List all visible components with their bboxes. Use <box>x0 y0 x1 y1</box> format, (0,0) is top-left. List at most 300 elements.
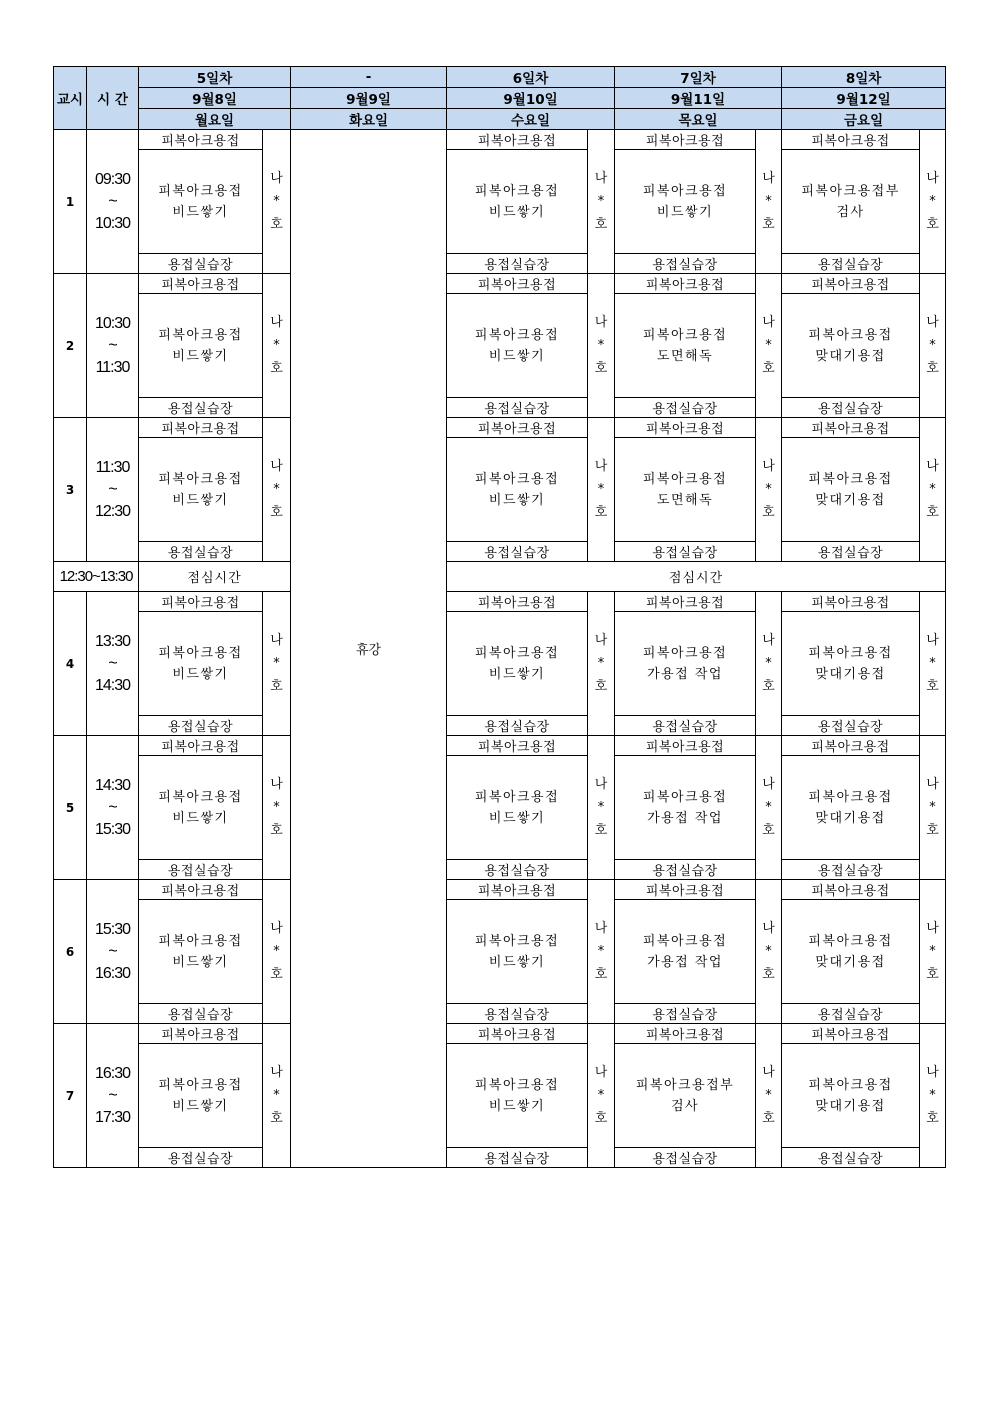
subject-cell: 피복아크용접 <box>782 418 920 438</box>
instructor-cell <box>756 880 782 1024</box>
content-line-1: 피복아크용접 <box>642 789 728 805</box>
period-row-content <box>54 756 946 860</box>
instructor-char-2: * <box>597 944 605 959</box>
place-cell: 용접실습장 <box>782 1148 920 1168</box>
content-line-1: 피복아크용접부 <box>801 183 900 199</box>
instructor-char-3: 호 <box>270 967 283 982</box>
header-day-no-mon: 5일차 <box>139 67 291 88</box>
subject-cell: 피복아크용접 <box>447 1024 588 1044</box>
instructor-char-2: * <box>765 1088 772 1103</box>
content-cell <box>139 612 263 716</box>
time-start: 16:30 <box>94 1064 131 1082</box>
instructor-char-1: 나 <box>270 1065 283 1080</box>
header-date-mon: 9월8일 <box>139 88 291 109</box>
content-cell <box>447 294 588 398</box>
content-line-2: 맞대기용접 <box>815 954 886 970</box>
content-cell <box>782 438 920 542</box>
content-line-2: 검사 <box>670 1098 700 1114</box>
content-line-1: 피복아크용접 <box>474 789 560 805</box>
instructor-char-1: 나 <box>926 777 939 792</box>
instructor-cell <box>263 130 291 274</box>
content-line-2: 가용접 작업 <box>647 810 723 826</box>
instructor-cell <box>588 130 615 274</box>
time-end: 14:30 <box>94 676 131 694</box>
instructor-cell <box>263 592 291 736</box>
subject-cell: 피복아크용접 <box>139 274 263 294</box>
place-cell: 용접실습장 <box>447 1004 588 1024</box>
content-cell <box>447 612 588 716</box>
instructor-char-2: * <box>597 482 605 497</box>
subject-cell: 피복아크용접 <box>447 130 588 150</box>
instructor-char-2: * <box>929 1088 936 1103</box>
period-row-content <box>54 900 946 1004</box>
instructor-cell <box>920 130 946 274</box>
header-day-no-fri: 8일차 <box>782 67 946 88</box>
content-line-2: 비드쌓기 <box>172 1098 229 1114</box>
instructor-char-2: * <box>597 338 605 353</box>
subject-cell: 피복아크용접 <box>615 418 756 438</box>
period-row <box>54 592 946 612</box>
instructor-cell <box>756 1024 782 1168</box>
instructor-char-2: * <box>597 1088 605 1103</box>
period-row-content <box>54 1044 946 1148</box>
instructor-char-3: 호 <box>594 217 608 232</box>
content-cell <box>447 150 588 254</box>
schedule-table <box>53 66 946 1168</box>
lunch-time: 12:30~13:30 <box>54 562 139 592</box>
content-line-1: 피복아크용접 <box>808 645 893 661</box>
place-cell: 용접실습장 <box>615 1148 756 1168</box>
instructor-cell <box>588 880 615 1024</box>
place-cell: 용접실습장 <box>615 398 756 418</box>
period-row-place <box>54 254 946 274</box>
period-number: 1 <box>54 130 87 274</box>
period-time <box>87 1024 139 1168</box>
instructor-char-2: * <box>597 194 605 209</box>
content-line-1: 피복아크용접 <box>474 1077 560 1093</box>
content-line-2: 맞대기용접 <box>815 492 886 508</box>
instructor-cell <box>588 274 615 418</box>
instructor-char-2: * <box>929 656 936 671</box>
subject-cell: 피복아크용접 <box>782 1024 920 1044</box>
instructor-char-3: 호 <box>762 823 775 838</box>
instructor-char-1: 나 <box>270 171 283 186</box>
instructor-char-2: * <box>273 944 280 959</box>
time-end: 10:30 <box>94 214 131 232</box>
instructor-char-3: 호 <box>594 967 608 982</box>
content-cell <box>615 438 756 542</box>
header-weekday-mon: 월요일 <box>139 109 291 130</box>
instructor-cell <box>588 1024 615 1168</box>
period-number: 6 <box>54 880 87 1024</box>
place-cell: 용접실습장 <box>782 542 920 562</box>
period-time <box>87 274 139 418</box>
instructor-char-3: 호 <box>594 361 608 376</box>
instructor-char-1: 나 <box>762 315 775 330</box>
instructor-cell <box>263 418 291 562</box>
place-cell: 용접실습장 <box>782 1004 920 1024</box>
subject-cell: 피복아크용접 <box>782 592 920 612</box>
content-line-2: 비드쌓기 <box>488 810 546 826</box>
content-cell <box>615 150 756 254</box>
content-line-2: 비드쌓기 <box>172 204 229 220</box>
subject-cell: 피복아크용접 <box>782 274 920 294</box>
period-row <box>54 274 946 294</box>
instructor-cell <box>756 274 782 418</box>
instructor-char-3: 호 <box>926 823 939 838</box>
place-cell: 용접실습장 <box>447 542 588 562</box>
content-line-2: 도면해독 <box>656 492 714 508</box>
period-row <box>54 736 946 756</box>
instructor-cell <box>920 880 946 1024</box>
instructor-char-1: 나 <box>762 1065 775 1080</box>
time-tilde: ~ <box>108 798 117 816</box>
subject-cell: 피복아크용접 <box>447 880 588 900</box>
subject-cell: 피복아크용접 <box>615 1024 756 1044</box>
instructor-char-3: 호 <box>762 217 775 232</box>
subject-cell: 피복아크용접 <box>615 130 756 150</box>
instructor-char-2: * <box>765 656 772 671</box>
holiday-cell: 휴강 <box>291 130 447 1168</box>
content-cell <box>782 1044 920 1148</box>
subject-cell: 피복아크용접 <box>615 880 756 900</box>
instructor-char-2: * <box>929 482 936 497</box>
period-row-place <box>54 1148 946 1168</box>
content-line-1: 피복아크용접 <box>808 789 893 805</box>
time-start: 11:30 <box>95 458 130 476</box>
content-line-2: 비드쌓기 <box>172 492 229 508</box>
instructor-char-1: 나 <box>762 633 775 648</box>
time-start: 13:30 <box>94 632 131 650</box>
instructor-cell <box>920 592 946 736</box>
header-date-wed: 9월10일 <box>447 88 615 109</box>
time-header: 시 간 <box>87 67 139 130</box>
subject-cell: 피복아크용접 <box>447 592 588 612</box>
period-row-place <box>54 542 946 562</box>
header-date-fri: 9월12일 <box>782 88 946 109</box>
instructor-char-3: 호 <box>594 505 608 520</box>
schedule-body <box>54 67 946 1168</box>
content-cell <box>615 756 756 860</box>
content-line-1: 피복아크용접 <box>808 1077 893 1093</box>
content-line-1: 피복아크용접 <box>642 471 728 487</box>
place-cell: 용접실습장 <box>615 716 756 736</box>
instructor-char-2: * <box>765 194 772 209</box>
period-row-content <box>54 150 946 254</box>
instructor-char-2: * <box>273 800 280 815</box>
instructor-char-1: 나 <box>762 459 775 474</box>
header-weekday-tue: 화요일 <box>291 109 447 130</box>
time-start: 14:30 <box>94 776 131 794</box>
period-number: 2 <box>54 274 87 418</box>
place-cell: 용접실습장 <box>139 1004 263 1024</box>
content-line-1: 피복아크용접 <box>158 327 243 343</box>
place-cell: 용접실습장 <box>615 254 756 274</box>
time-tilde: ~ <box>108 192 117 210</box>
place-cell: 용접실습장 <box>782 716 920 736</box>
instructor-char-2: * <box>929 338 936 353</box>
instructor-cell <box>588 736 615 880</box>
content-line-2: 비드쌓기 <box>172 810 229 826</box>
period-time <box>87 880 139 1024</box>
content-line-1: 피복아크용접 <box>158 933 243 949</box>
instructor-char-1: 나 <box>926 633 939 648</box>
content-cell <box>139 294 263 398</box>
place-cell: 용접실습장 <box>139 860 263 880</box>
content-line-1: 피복아크용접 <box>808 933 893 949</box>
period-number: 7 <box>54 1024 87 1168</box>
instructor-cell <box>756 736 782 880</box>
subject-cell: 피복아크용접 <box>139 592 263 612</box>
instructor-char-3: 호 <box>594 823 608 838</box>
content-line-1: 피복아크용접 <box>158 645 243 661</box>
content-line-2: 비드쌓기 <box>172 348 229 364</box>
instructor-char-1: 나 <box>762 921 775 936</box>
instructor-char-3: 호 <box>926 217 939 232</box>
place-cell: 용접실습장 <box>447 716 588 736</box>
header-row-date <box>54 88 946 109</box>
content-cell <box>447 900 588 1004</box>
subject-cell: 피복아크용접 <box>615 592 756 612</box>
place-cell: 용접실습장 <box>615 860 756 880</box>
subject-cell: 피복아크용접 <box>782 130 920 150</box>
content-line-2: 비드쌓기 <box>488 1098 546 1114</box>
time-start: 09:30 <box>94 170 131 188</box>
content-cell <box>447 438 588 542</box>
instructor-char-1: 나 <box>594 777 608 792</box>
instructor-cell <box>756 592 782 736</box>
time-start: 10:30 <box>94 314 131 332</box>
instructor-char-3: 호 <box>926 967 939 982</box>
period-row <box>54 1024 946 1044</box>
instructor-char-1: 나 <box>762 777 775 792</box>
content-line-1: 피복아크용접 <box>158 789 243 805</box>
subject-cell: 피복아크용접 <box>139 880 263 900</box>
time-tilde: ~ <box>108 1086 117 1104</box>
subject-cell: 피복아크용접 <box>615 736 756 756</box>
instructor-char-1: 나 <box>270 315 283 330</box>
instructor-char-3: 호 <box>762 361 775 376</box>
instructor-char-2: * <box>765 944 772 959</box>
content-line-1: 피복아크용접 <box>474 645 560 661</box>
instructor-char-2: * <box>273 482 280 497</box>
instructor-cell <box>263 736 291 880</box>
content-cell <box>782 612 920 716</box>
header-weekday-fri: 금요일 <box>782 109 946 130</box>
content-line-2: 맞대기용접 <box>815 666 886 682</box>
place-cell: 용접실습장 <box>139 716 263 736</box>
time-end: 17:30 <box>94 1108 131 1126</box>
instructor-char-1: 나 <box>594 1065 608 1080</box>
content-line-1: 피복아크용접 <box>808 471 893 487</box>
place-cell: 용접실습장 <box>447 860 588 880</box>
lunch-row <box>54 562 946 592</box>
header-date-thu: 9월11일 <box>615 88 782 109</box>
lunch-label-rest: 점심시간 <box>447 562 946 592</box>
content-line-2: 비드쌓기 <box>656 204 714 220</box>
place-cell: 용접실습장 <box>139 254 263 274</box>
instructor-char-1: 나 <box>926 459 939 474</box>
content-line-1: 피복아크용접 <box>474 183 560 199</box>
instructor-cell <box>920 736 946 880</box>
instructor-cell <box>263 274 291 418</box>
period-row-place <box>54 716 946 736</box>
instructor-char-2: * <box>273 338 280 353</box>
content-line-2: 비드쌓기 <box>488 666 546 682</box>
time-end: 16:30 <box>94 964 131 982</box>
period-row <box>54 130 946 150</box>
instructor-char-3: 호 <box>762 967 775 982</box>
content-line-1: 피복아크용접 <box>642 183 728 199</box>
instructor-char-1: 나 <box>594 315 608 330</box>
place-cell: 용접실습장 <box>615 542 756 562</box>
content-cell <box>447 1044 588 1148</box>
place-cell: 용접실습장 <box>139 542 263 562</box>
instructor-char-3: 호 <box>270 505 283 520</box>
instructor-char-3: 호 <box>926 505 939 520</box>
place-cell: 용접실습장 <box>447 398 588 418</box>
subject-cell: 피복아크용접 <box>782 880 920 900</box>
header-day-no-tue: - <box>291 67 447 88</box>
instructor-cell <box>588 418 615 562</box>
time-end: 12:30 <box>94 502 131 520</box>
instructor-char-1: 나 <box>926 1065 939 1080</box>
header-row-weekday <box>54 109 946 130</box>
time-end: 15:30 <box>94 820 131 838</box>
subject-cell: 피복아크용접 <box>139 418 263 438</box>
instructor-char-1: 나 <box>270 633 283 648</box>
instructor-char-1: 나 <box>270 777 283 792</box>
header-weekday-wed: 수요일 <box>447 109 615 130</box>
content-line-1: 피복아크용접 <box>158 183 243 199</box>
instructor-char-3: 호 <box>270 679 283 694</box>
content-line-2: 맞대기용접 <box>815 810 886 826</box>
content-cell <box>139 150 263 254</box>
place-cell: 용접실습장 <box>782 398 920 418</box>
period-row-place <box>54 860 946 880</box>
instructor-char-2: * <box>273 1088 280 1103</box>
content-line-1: 피복아크용접 <box>158 1077 243 1093</box>
instructor-char-1: 나 <box>926 315 939 330</box>
instructor-char-2: * <box>597 800 605 815</box>
instructor-char-2: * <box>929 944 936 959</box>
content-cell <box>782 756 920 860</box>
instructor-char-3: 호 <box>762 1111 775 1126</box>
instructor-char-1: 나 <box>270 459 283 474</box>
instructor-char-2: * <box>765 482 772 497</box>
period-number: 4 <box>54 592 87 736</box>
content-line-2: 가용접 작업 <box>647 954 723 970</box>
content-cell <box>447 756 588 860</box>
period-time <box>87 736 139 880</box>
instructor-char-2: * <box>929 194 936 209</box>
period-row-content <box>54 438 946 542</box>
period-time <box>87 130 139 274</box>
content-line-2: 검사 <box>836 204 865 220</box>
instructor-char-1: 나 <box>594 921 608 936</box>
instructor-char-3: 호 <box>594 1111 608 1126</box>
place-cell: 용접실습장 <box>782 254 920 274</box>
time-tilde: ~ <box>108 942 117 960</box>
content-cell <box>782 150 920 254</box>
period-row <box>54 880 946 900</box>
instructor-char-3: 호 <box>762 505 775 520</box>
instructor-cell <box>920 1024 946 1168</box>
content-line-1: 피복아크용접 <box>474 327 560 343</box>
content-line-1: 피복아크용접 <box>642 327 728 343</box>
period-number: 5 <box>54 736 87 880</box>
instructor-char-3: 호 <box>270 1111 283 1126</box>
content-cell <box>139 438 263 542</box>
instructor-char-1: 나 <box>594 171 608 186</box>
content-cell <box>782 900 920 1004</box>
subject-cell: 피복아크용접 <box>782 736 920 756</box>
place-cell: 용접실습장 <box>782 860 920 880</box>
header-weekday-thu: 목요일 <box>615 109 782 130</box>
place-cell: 용접실습장 <box>615 1004 756 1024</box>
content-line-2: 비드쌓기 <box>172 954 229 970</box>
content-line-1: 피복아크용접 <box>642 933 728 949</box>
content-cell <box>139 756 263 860</box>
header-day-no-thu: 7일차 <box>615 67 782 88</box>
instructor-char-2: * <box>765 800 772 815</box>
instructor-cell <box>588 592 615 736</box>
instructor-char-3: 호 <box>926 1111 939 1126</box>
time-end: 11:30 <box>95 358 130 376</box>
instructor-cell <box>756 418 782 562</box>
instructor-char-1: 나 <box>926 921 939 936</box>
header-day-no-wed: 6일차 <box>447 67 615 88</box>
instructor-char-3: 호 <box>270 361 283 376</box>
period-header: 교시 <box>54 67 87 130</box>
content-line-1: 피복아크용접 <box>474 933 560 949</box>
content-line-2: 가용접 작업 <box>647 666 723 682</box>
subject-cell: 피복아크용접 <box>447 418 588 438</box>
instructor-char-3: 호 <box>270 823 283 838</box>
time-tilde: ~ <box>108 480 117 498</box>
content-cell <box>615 294 756 398</box>
content-line-1: 피복아크용접 <box>642 645 728 661</box>
instructor-char-3: 호 <box>762 679 775 694</box>
instructor-cell <box>920 418 946 562</box>
content-line-1: 피복아크용접부 <box>635 1077 735 1093</box>
content-line-2: 비드쌓기 <box>488 954 546 970</box>
instructor-char-1: 나 <box>594 633 608 648</box>
content-line-1: 피복아크용접 <box>474 471 560 487</box>
content-line-2: 비드쌓기 <box>488 204 546 220</box>
instructor-char-3: 호 <box>926 361 939 376</box>
instructor-cell <box>756 130 782 274</box>
place-cell: 용접실습장 <box>447 254 588 274</box>
instructor-char-1: 나 <box>762 171 775 186</box>
place-cell: 용접실습장 <box>139 1148 263 1168</box>
period-row-content <box>54 294 946 398</box>
period-row-content <box>54 612 946 716</box>
instructor-char-1: 나 <box>926 171 939 186</box>
instructor-char-2: * <box>929 800 936 815</box>
time-tilde: ~ <box>108 654 117 672</box>
instructor-char-1: 나 <box>594 459 608 474</box>
header-row-day-no <box>54 67 946 88</box>
place-cell: 용접실습장 <box>447 1148 588 1168</box>
period-row-place <box>54 398 946 418</box>
instructor-char-2: * <box>273 656 280 671</box>
content-cell <box>139 1044 263 1148</box>
content-line-2: 비드쌓기 <box>488 492 546 508</box>
content-line-2: 맞대기용접 <box>815 348 886 364</box>
place-cell: 용접실습장 <box>139 398 263 418</box>
period-row <box>54 418 946 438</box>
